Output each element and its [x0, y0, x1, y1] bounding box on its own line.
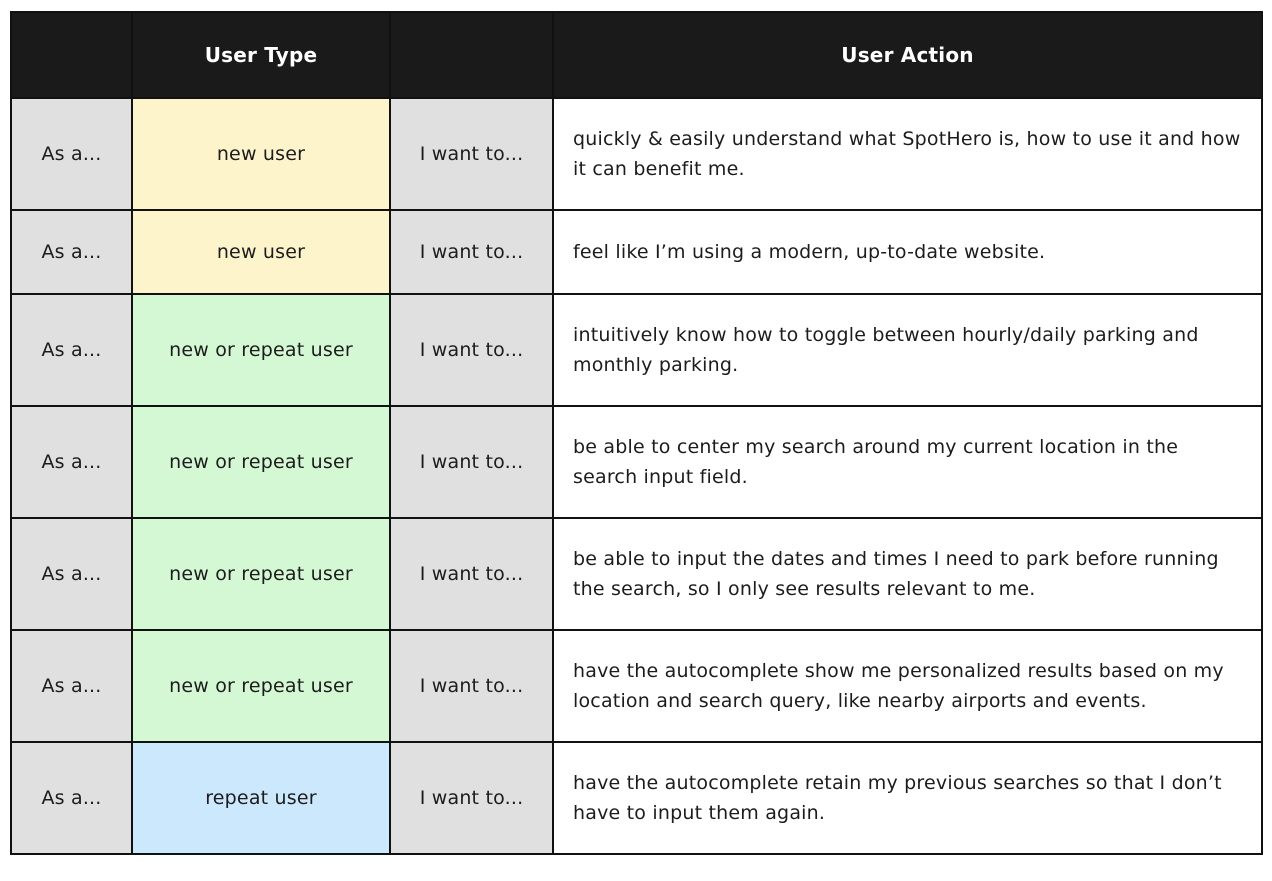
table-row — [11, 518, 1262, 630]
connector-cell: I want to... — [390, 294, 553, 406]
header-user-action: User Action — [553, 12, 1262, 98]
user-type-cell: new or repeat user — [132, 630, 390, 742]
user-action-cell: be able to center my search around my current location in the search input field. — [553, 406, 1262, 518]
connector-cell: I want to... — [390, 98, 553, 210]
user-action-cell: feel like I’m using a modern, up-to-date website. — [553, 210, 1262, 294]
user-stories-table — [10, 11, 1263, 855]
user-action-cell: quickly & easily understand what SpotHero is, how to use it and how it can benefit me. — [553, 98, 1262, 210]
table-header-row — [11, 12, 1262, 98]
connector-cell: I want to... — [390, 406, 553, 518]
header-user-type: User Type — [132, 12, 390, 98]
user-action-cell: have the autocomplete show me personalized results based on my location and search query, like nearby airports and events. — [553, 630, 1262, 742]
connector-cell: I want to... — [390, 630, 553, 742]
prefix-cell: As a... — [11, 406, 132, 518]
table-row — [11, 98, 1262, 210]
prefix-cell: As a... — [11, 294, 132, 406]
header-blank-prefix — [11, 12, 132, 98]
user-type-cell: new user — [132, 98, 390, 210]
user-type-cell: repeat user — [132, 742, 390, 854]
table-row — [11, 294, 1262, 406]
table-row — [11, 210, 1262, 294]
user-type-cell: new or repeat user — [132, 518, 390, 630]
prefix-cell: As a... — [11, 630, 132, 742]
prefix-cell: As a... — [11, 210, 132, 294]
prefix-cell: As a... — [11, 518, 132, 630]
connector-cell: I want to... — [390, 518, 553, 630]
user-type-cell: new or repeat user — [132, 294, 390, 406]
prefix-cell: As a... — [11, 742, 132, 854]
header-blank-connector — [390, 12, 553, 98]
user-action-cell: have the autocomplete retain my previous searches so that I don’t have to input them again. — [553, 742, 1262, 854]
user-action-cell: intuitively know how to toggle between hourly/daily parking and monthly parking. — [553, 294, 1262, 406]
user-type-cell: new or repeat user — [132, 406, 390, 518]
table-row — [11, 406, 1262, 518]
user-action-cell: be able to input the dates and times I need to park before running the search, so I only see results relevant to me. — [553, 518, 1262, 630]
prefix-cell: As a... — [11, 98, 132, 210]
table-row — [11, 742, 1262, 854]
connector-cell: I want to... — [390, 210, 553, 294]
connector-cell: I want to... — [390, 742, 553, 854]
table-row — [11, 630, 1262, 742]
user-type-cell: new user — [132, 210, 390, 294]
